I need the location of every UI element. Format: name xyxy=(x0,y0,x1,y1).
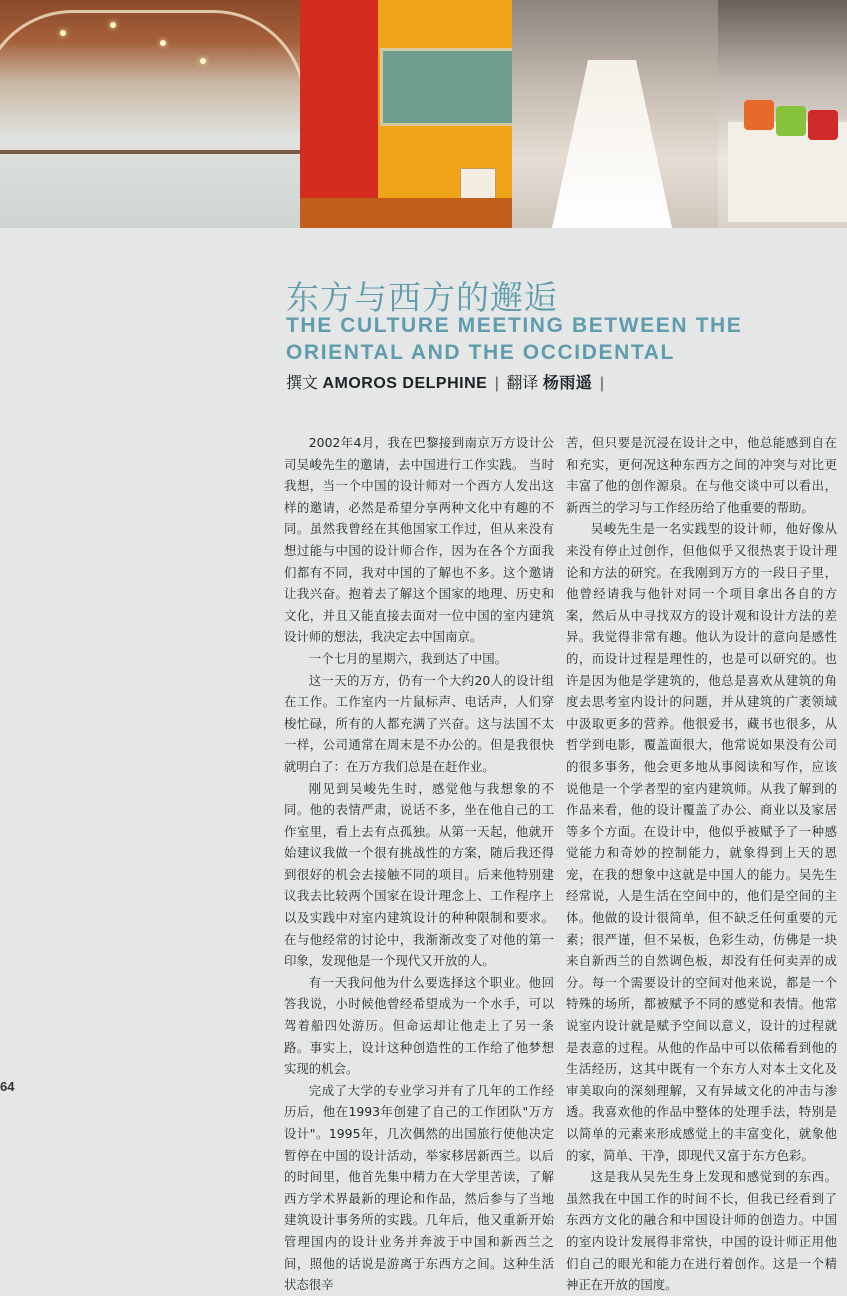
byline: 撰文 AMOROS DELPHINE | 翻译 杨雨遥 | xyxy=(286,375,604,392)
title-en-line-1: THE CULTURE MEETING BETWEEN THE xyxy=(286,314,743,337)
body-column-left xyxy=(284,432,554,1296)
red-orange-wall-photo xyxy=(300,0,512,228)
author-name: AMOROS DELPHINE xyxy=(322,375,488,392)
corridor-photo xyxy=(512,0,718,228)
paragraph: 这是我从吴先生身上发现和感觉到的东西。虽然我在中国工作的时间不长，但我已经看到了东西方文化的融合和中国设计师的创造力。中国的室内设计发展得非常快，中国的设计师正用他们自己的眼光和能力在进行着创作。这是一个精神正在开放的国度。 xyxy=(566,1169,837,1293)
page-number: 64 xyxy=(0,1079,15,1094)
paragraph: 这一天的万方，仍有一个大约20人的设计组在工作。工作室内一片鼠标声、电话声，人们穿梭忙碌，所有的人都充满了兴奋。这与法国不太一样，公司通常在周末是不办公的。但是我很快就明白了：在万方我们总是在赶作业。 xyxy=(284,672,554,774)
article-title-cn: 东方与西方的邂逅 xyxy=(286,278,558,317)
translator-label: 翻译 xyxy=(506,375,539,392)
paragraph: 一个七月的星期六，我到达了中国。 xyxy=(308,650,508,666)
paragraph: 苦，但只要是沉浸在设计之中，他总能感到自在和充实，更何况这种东西方之间的冲突与对比更丰富了他的创作源泉。在与他交谈中可以看出，新西兰的学习与工作经历给了他重要的帮助。 xyxy=(566,435,837,515)
paragraph: 吴峻先生是一名实践型的设计师，他好像从来没有停止过创作，但他似乎又很热衷于设计理论和方法的研究。在我刚到万方的一段日子里，他曾经请我与他针对同一个项目拿出各自的方案，然后从中寻找双方的设计观和设计方法的差异。我觉得非常有趣。他认为设计的意向是感性的，而设计过程是理性的，也是可以研究的。也许是因为他是学建筑的，他总是喜欢从建筑的角度去思考室内设计的问题，并从建筑的广袤领域中汲取更多的营养。他很爱书，藏书也很多，从哲学到电影，覆盖面很大，他常说如果没有公司的很多事务，他会更多地从事阅读和写作，应该说他是一个学者型的室内建筑师。从我了解到的作品来看，他的设计覆盖了办公、商业以及家居等多个方面。在设计中，他似乎被赋予了一种感觉能力和奇妙的控制能力，就象得到上天的恩宠，在我的想象中这就是中国人的能力。吴先生经常说，人是生活在空间中的，他们是空间的主体。他做的设计很简单，但不缺乏任何重要的元素；很严谨，但不呆板，色彩生动，仿佛是一块来自新西兰的自然调色板，却没有任何卖弄的成分。每一个需要设计的空间对他来说，都是一个特殊的场所，都被赋予不同的感觉和表情。他常说室内设计就是赋予空间以意义，设计的过程就是表意的过程。从他的作品中可以依稀看到他的生活经历，这其中既有一个东方人对本土文化及审美取向的深刻理解，又有异域文化的冲击与渗透。我喜欢他的作品中整体的处理手法，特别是以简单的元素来形成感觉上的丰富变化，就象他的家，简单、干净，即现代又富于东方色彩。 xyxy=(566,521,837,1163)
paragraph: 有一天我问他为什么要选择这个职业。他回答我说，小时候他曾经希望成为一个水手，可以驾着船四处游历。但命运却让他走上了另一条路。事实上，设计这种创造性的工作给了他梦想实现的机会。 xyxy=(284,974,554,1077)
photo-strip xyxy=(0,0,847,228)
paragraph: 刚见到吴峻先生时，感觉他与我想象的不同。他的表情严肃，说话不多，坐在他自己的工作室里，看上去有点孤独。从第一天起，他就开始建议我做一个很有挑战性的方案，随后我还得到很好的机会去接触不同的项目。后来他特别建议我去比较两个国家在设计理念上、工作程序上以及实践中对室内建筑设计的种种限制和要求。在与他经常的讨论中，我渐渐改变了对他的第一印象，发现他是一个现代又开放的人。 xyxy=(284,780,554,969)
title-en-line-2: ORIENTAL AND THE OCCIDENTAL xyxy=(286,341,675,364)
article-title-en xyxy=(286,312,742,366)
paragraph: 2002年4月，我在巴黎接到南京万方设计公司吴峻先生的邀请，去中国进行工作实践。 当时我想，当一个中国的设计师对一个西方人发出这样的邀请，必然是希望分享两种文化中有趣的不同。虽然我曾经在其他国家工作过，但从来没有想过能与中国的设计师合作，因为在各个方面我们都有不同，我对中国的了解也不多。这个邀请让我兴奋。抱着去了解这个国家的地理、历史和文化，并且又能直接去面对一位中国的室内建筑设计师的想法，我决定去中国南京。 xyxy=(284,435,554,645)
translator-name: 杨雨遥 xyxy=(542,375,593,392)
office-glass-railing-photo xyxy=(0,0,300,228)
living-room-sofa-photo xyxy=(718,0,847,228)
body-column-right xyxy=(566,432,837,1296)
paragraph: 完成了大学的专业学习并有了几年的工作经历后，他在1993年创建了自己的工作团队"万方设计"。1995年，几次偶然的出国旅行使他决定暂停在中国的设计活动，举家移居新西兰。以后的时间里，他首先集中精力在大学里苦读，了解西方学术界最新的理论和作品，然后参与了当地建筑设计事务所的实践。几年后，他又重新开始管理国内的设计业务并奔波于中国和新西兰之间，照他的话说是游离于东西方之间。这种生活状态很辛 xyxy=(284,1082,554,1293)
author-label: 撰文 xyxy=(286,375,319,392)
